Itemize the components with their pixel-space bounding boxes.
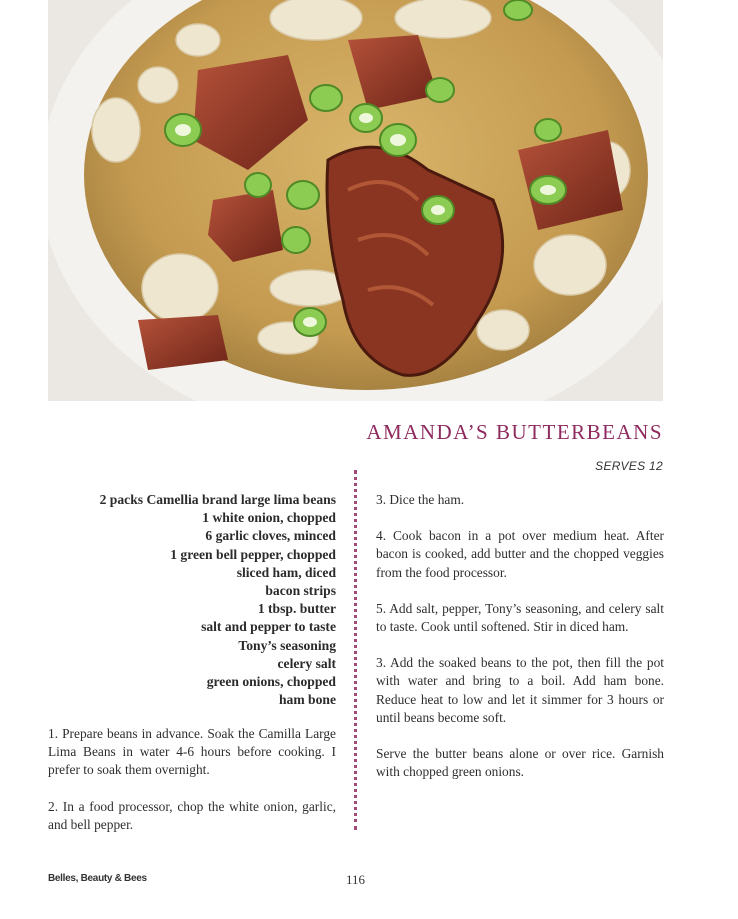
serving-size: SERVES 12 [595,459,663,473]
butterbean-soup-illustration [48,0,663,401]
ingredient-item: 1 white onion, chopped [202,510,336,526]
instructions-left-column [48,725,336,852]
instructions-right-column [376,491,664,799]
ingredient-item: celery salt [277,655,336,671]
instruction-step: Serve the butter beans alone or over rice. Garnish with chopped green onions. [376,746,664,780]
book-title-footer: Belles, Beauty & Bees [48,873,147,884]
instruction-step: 3. Add the soaked beans to the pot, then fill the pot with water and bring to a boil. Add ham bone. Reduce heat to low and let it simmer for 3 hours or until beans become soft. [376,655,664,725]
ingredient-item: Tony’s seasoning [238,637,336,653]
ingredient-item: green onions, chopped [206,674,336,690]
instruction-step: 1. Prepare beans in advance. Soak the Camilla Large Lima Beans in water 4-6 hours before cooking. I prefer to soak them overnight. [48,726,336,778]
instruction-step: 5. Add salt, pepper, Tony’s seasoning, and celery salt to taste. Cook until softened. Stir in diced ham. [376,600,664,635]
ingredient-item: sliced ham, diced [236,564,336,580]
recipe-photo [48,0,663,401]
instruction-step: 4. Cook bacon in a pot over medium heat. After bacon is cooked, add butter and the chopped veggies from the food processor. [376,528,664,580]
ingredient-item: 1 green bell pepper, chopped [170,546,336,562]
ingredient-item: ham bone [278,692,336,708]
recipe-title: AMANDA’S BUTTERBEANS [366,420,663,444]
instruction-step: 3. Dice the ham. [376,492,465,507]
ingredient-item: salt and pepper to taste [201,619,336,635]
ingredient-item: 2 packs Camellia brand large lima beans [99,492,336,507]
ingredient-item: 1 tbsp. butter [257,601,336,617]
instruction-step: 2. In a food processor, chop the white onion, garlic, and bell pepper. [48,798,336,832]
column-divider [354,470,357,830]
ingredient-item: 6 garlic cloves, minced [205,528,336,544]
ingredient-list [36,491,336,709]
page-number: 116 [346,872,366,887]
ingredient-item: bacon strips [265,583,336,599]
